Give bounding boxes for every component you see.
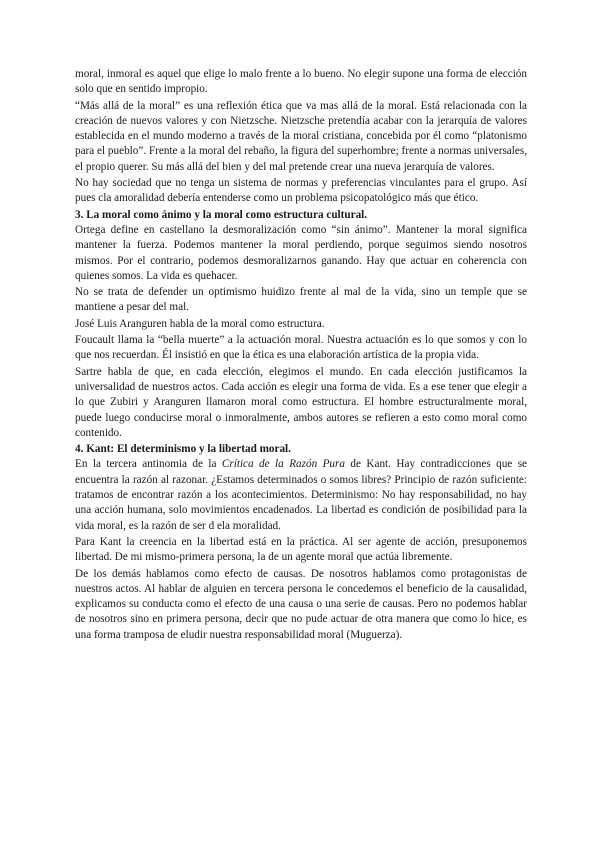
section-3-paragraph-4: Foucault llama la “bella muerte” a la actuación moral. Nuestra actuación es lo que somos y con lo que nos recuerdan. Él insistió en que la ética es una elaboración artística de la propia vida. xyxy=(75,334,527,362)
section-4-paragraph-1 xyxy=(75,457,527,533)
intro-paragraph-3: No hay sociedad que no tenga un sistema de normas y preferencias vinculantes para el grupo. Así pues cla amoralidad debería entenderse como un problema psicopatológico más que ético. xyxy=(75,177,527,205)
section-3-heading: 3. La moral como ánimo y la moral como estructura cultural. xyxy=(75,208,368,221)
section-3-paragraph-3: José Luis Aranguren habla de la moral como estructura. xyxy=(75,317,325,330)
section-4-paragraph-3: De los demás hablamos como efecto de causas. De nosotros hablamos como protagonistas de nuestros actos. Al hablar de alguien en tercera persona le concedemos el beneficio de la causalidad, explicamos su conducta como el efecto de una causa o una serie de causas. Pero no podemos hablar de nosotros sino en primera persona, decir que no pude actuar de otra manera que como lo hice, es una forma tramposa de eludir nuestra responsabilidad moral (Muguerza). xyxy=(75,567,527,641)
section-4-p1-before: En la tercera antinomia de la xyxy=(75,458,222,471)
section-4-heading: 4. Kant: El determinismo y la libertad moral. xyxy=(75,443,291,456)
section-3-paragraph-2: No se trata de defender un optimismo huidizo frente al mal de la vida, sino un temple que se mantiene a pesar del mal. xyxy=(75,286,527,314)
section-3-paragraph-1: Ortega define en castellano la desmoralización como “sin ánimo”. Mantener la moral significa mantener la fuerza. Podemos mantener la moral perdiendo, porque seguimos siendo nosotros mismos. Por el contrario, podemos desmoralizarnos ganando. Hay que actuar en coherencia con quienes somos. La vida es quehacer. xyxy=(75,223,527,282)
intro-paragraph-1: moral, inmoral es aquel que elige lo malo frente a lo bueno. No elegir supone una forma de elección solo que en sentido impropio. xyxy=(75,68,527,96)
section-4-paragraph-2: Para Kant la creencia en la libertad está en la práctica. Al ser agente de acción, presuponemos libertad. De mi mismo-primera persona, la de un agente moral que actúa libremente. xyxy=(75,535,527,564)
book-title: Crítica de la Razón Pura xyxy=(221,458,345,471)
section-4-p1-after: de Kant. Hay contradicciones que se encuentra la razón al razonar. ¿Estamos determinados o somos libres? Principio de razón suficiente: tratamos de encontrar razón a los acontecimientos. Determinismo: No hay responsabilidad, no hay una acción humana, solo movimientos encadenados. La libertad es condición de posibilidad para la vida moral, es la razón de ser d ela moralidad. xyxy=(75,458,528,532)
document-body xyxy=(75,67,527,644)
intro-paragraph-2: “Más allá de la moral” es una reflexión ética que va mas allá de la moral. Está relacionada con la creación de nuevos valores y con Nietzsche. Nietzsche pretendía acabar con la jerarquía de valores establecida en el mundo moderno a través de la moral cristiana, concebida por él como “platonismo para el pueblo”. Frente a la moral del rebaño, la figura del superhombre; frente a normas universales, el propio querer. Su más allá del bien y del mal pretende crear una nueva jerarquía de valores. xyxy=(75,99,527,173)
section-3-paragraph-5: Sartre habla de que, en cada elección, elegimos el mundo. En cada elección justificamos la universalidad de nuestros actos. Cada acción es elegir una forma de vida. Es a ese tener que elegir a lo que Zubiri y Aranguren llamaron moral como estructura. El hombre estructuralmente moral, puede luego conducirse moral o inmoralmente, ambos autores se refieren a esto como moral como contenido. xyxy=(75,365,527,439)
